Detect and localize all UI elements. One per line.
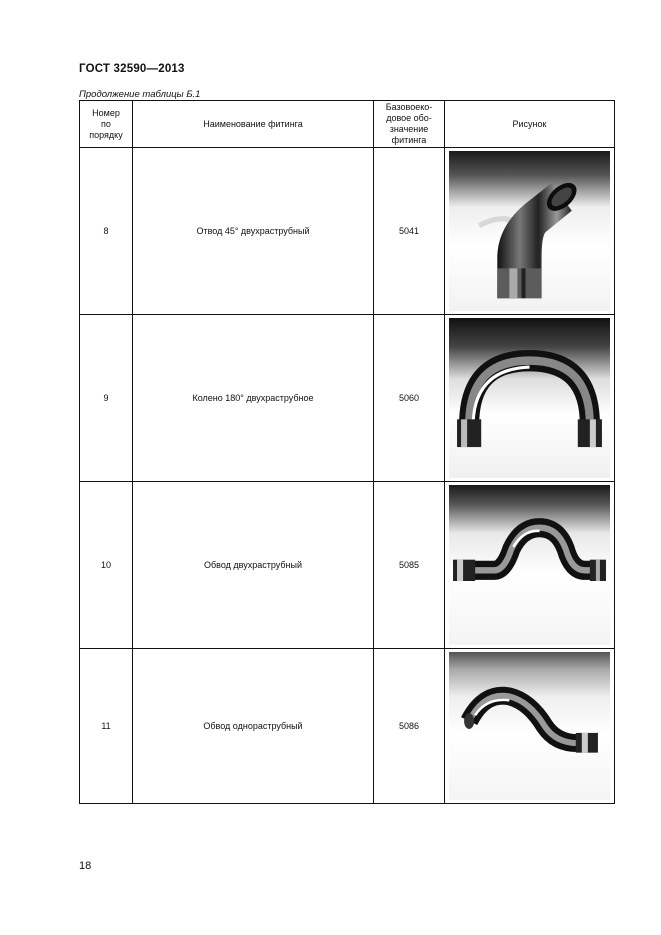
- table-row: [80, 148, 615, 315]
- return-bend-180-icon: [449, 318, 610, 478]
- page-number: 18: [79, 860, 92, 872]
- row-fitting-code: 5060: [374, 315, 445, 482]
- row-fitting-code: 5085: [374, 482, 445, 649]
- row-picture: [445, 148, 615, 315]
- header-code: Базовоеко-довое обо-значение фитинга: [374, 101, 445, 148]
- table-header-row: [80, 101, 615, 148]
- crossover-double-socket-icon: [449, 485, 610, 645]
- document-title: ГОСТ 32590—2013: [79, 63, 185, 75]
- row-fitting-code: 5041: [374, 148, 445, 315]
- row-picture: [445, 482, 615, 649]
- row-picture: [445, 649, 615, 804]
- row-number: 9: [80, 315, 133, 482]
- row-number: 10: [80, 482, 133, 649]
- row-number: 8: [80, 148, 133, 315]
- row-fitting-code: 5086: [374, 649, 445, 804]
- header-name: Наименование фитинга: [133, 101, 374, 148]
- fittings-table: [79, 100, 615, 804]
- row-fitting-name: Отвод 45° двухраструбный: [133, 148, 374, 315]
- crossover-single-socket-icon: [449, 652, 610, 800]
- table-caption: Продолжение таблицы Б.1: [79, 89, 201, 100]
- table-row: [80, 315, 615, 482]
- row-picture: [445, 315, 615, 482]
- table-row: [80, 482, 615, 649]
- row-number: 11: [80, 649, 133, 804]
- header-picture: Рисунок: [445, 101, 615, 148]
- row-fitting-name: Колено 180° двухраструбное: [133, 315, 374, 482]
- elbow-45-icon: [449, 151, 610, 311]
- table-row: [80, 649, 615, 804]
- header-number: Номер по порядку: [80, 101, 133, 148]
- row-fitting-name: Обвод двухраструбный: [133, 482, 374, 649]
- row-fitting-name: Обвод однораструбный: [133, 649, 374, 804]
